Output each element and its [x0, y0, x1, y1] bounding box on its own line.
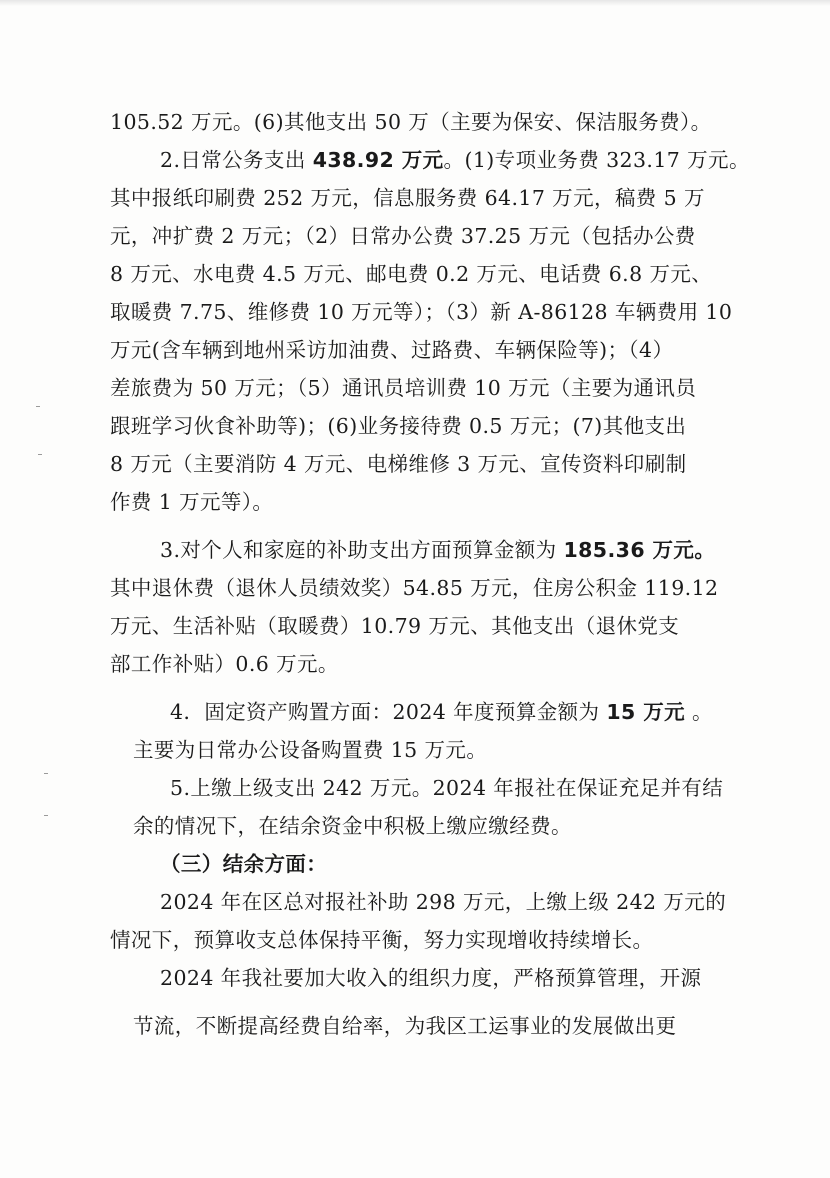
text-line	[110, 487, 273, 517]
text-run: 其中报纸印刷费 252 万元，信息服务费 64.17 万元，稿费 5 万	[110, 186, 705, 210]
amount-bold: 15 万元	[606, 700, 686, 724]
text-run: 作费 1 万元等）。	[110, 490, 274, 514]
text-line	[110, 107, 712, 137]
text-run: 跟班学习伙食补助等)；(6)业务接待费 0.5 万元；(7)其他支出	[110, 414, 687, 438]
text-run: 万元、生活补贴（取暖费）10.79 万元、其他支出（退休党支	[110, 614, 680, 638]
text-line	[133, 1011, 676, 1041]
text-run: 万元(含车辆到地州采访加油费、过路费、车辆保险等)；（4）	[110, 338, 674, 362]
text-line	[110, 573, 718, 603]
text-line	[110, 259, 712, 289]
text-run: 余的情况下，在结余资金中积极上缴应缴经费。	[133, 814, 572, 838]
text-run: 主要为日常办公设备购置费 15 万元。	[133, 738, 488, 762]
text-line	[110, 221, 696, 251]
text-line	[110, 335, 673, 365]
section-5-heading-line	[170, 773, 723, 803]
section-3-heading-line	[160, 535, 715, 565]
text-run: 。	[685, 700, 713, 724]
text-run: 取暖费 7.75、维修费 10 万元等）；（3）新 A-86128 车辆费用 10	[110, 300, 733, 324]
text-line	[110, 373, 696, 403]
text-run: 元，冲扩费 2 万元；（2）日常办公费 37.25 万元（包括办公费	[110, 224, 696, 248]
text-line	[110, 611, 679, 641]
section-heading-surplus	[160, 849, 327, 879]
text-run: 3.对个人和家庭的补助支出方面预算金额为	[160, 538, 564, 562]
text-run: 。(1)专项业务费 323.17 万元。	[443, 148, 750, 172]
amount-bold: 438.92 万元	[312, 148, 444, 172]
text-line	[133, 735, 487, 765]
scan-edge	[0, 0, 830, 6]
text-line	[110, 411, 686, 441]
text-line	[110, 449, 687, 479]
text-run: 105.52 万元。(6)其他支出 50 万（主要为保安、保洁服务费）。	[110, 110, 712, 134]
text-run: （三）结余方面：	[160, 852, 328, 876]
text-line	[110, 649, 339, 679]
text-run: 2024 年我社要加大收入的组织力度，严格预算管理，开源	[160, 966, 702, 990]
scan-speck	[36, 406, 40, 407]
text-line	[110, 925, 653, 955]
scan-speck	[44, 815, 48, 816]
text-run: 4．固定资产购置方面：2024 年度预算金额为	[170, 700, 607, 724]
text-line	[110, 297, 732, 327]
text-line	[160, 963, 701, 993]
text-run: 5.上缴上级支出 242 万元。2024 年报社在保证充足并有结	[170, 776, 724, 800]
text-run: 差旅费为 50 万元；（5）通讯员培训费 10 万元（主要为通讯员	[110, 376, 697, 400]
text-run: 2024 年在区总对报社补助 298 万元，上缴上级 242 万元的	[160, 890, 727, 914]
text-run: 部工作补贴）0.6 万元。	[110, 652, 339, 676]
text-line	[110, 183, 705, 213]
section-4-heading-line	[170, 697, 713, 727]
text-line	[160, 887, 726, 917]
text-run: 2.日常公务支出	[160, 148, 313, 172]
text-run: 情况下，预算收支总体保持平衡，努力实现增收持续增长。	[110, 928, 654, 952]
scan-speck	[38, 454, 42, 455]
scan-speck	[44, 773, 48, 774]
text-run: 8 万元、水电费 4.5 万元、邮电费 0.2 万元、电话费 6.8 万元、	[110, 262, 713, 286]
section-2-heading-line	[160, 145, 750, 175]
text-run: 8 万元（主要消防 4 万元、电梯维修 3 万元、宣传资料印刷制	[110, 452, 687, 476]
text-line	[133, 811, 572, 841]
text-run: 节流，不断提高经费自给率，为我区工运事业的发展做出更	[133, 1014, 677, 1038]
text-run: 其中退休费（退休人员绩效奖）54.85 万元，住房公积金 119.12	[110, 576, 719, 600]
amount-bold: 185.36 万元。	[563, 538, 716, 562]
